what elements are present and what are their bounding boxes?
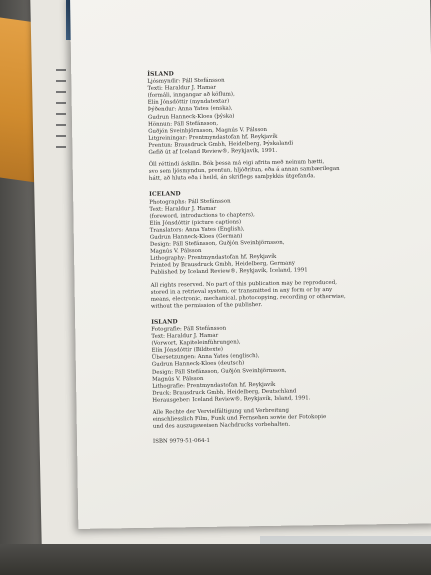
credit-line: (formáli, inngangar að köflum), bbox=[147, 91, 235, 100]
notice-line: Alle Rechte der Vervielfältigung und Verbreitung bbox=[152, 407, 290, 416]
table-surface bbox=[0, 544, 431, 575]
credit-line: (Vorwort, Kapiteleinführungen), bbox=[151, 339, 241, 347]
credit-line: (foreword, introductions to chapters), bbox=[149, 211, 255, 220]
credit-line: Þýðendur: Anna Yates (enska), bbox=[147, 105, 233, 114]
credit-line: Text: Haraldur J. Hamar bbox=[151, 332, 219, 340]
credit-line: Gudrun Hanneck-Kloes (German) bbox=[149, 233, 243, 241]
credit-line: Printed by Brausdruck Gmbh, Heidelberg, Germany bbox=[150, 260, 296, 270]
rights-notice bbox=[151, 278, 401, 310]
credit-line: Herausgeber: Iceland Review®, Reykjavík, Island, 1991. bbox=[152, 395, 311, 404]
credit-line: Gefið út af Iceland Review®, Reykjavík, 1991. bbox=[148, 147, 278, 156]
credit-line: Magnús V. Pálsson bbox=[150, 248, 202, 255]
credit-line: Druck: Brausdruck Gmbh, Heidelberg, Deutschland bbox=[152, 388, 297, 397]
section-english bbox=[149, 187, 401, 310]
section-heading: ICELAND bbox=[149, 190, 181, 199]
notice-line: einschliesslich Film, Funk und Fernsehen sowie der Fotokopie bbox=[152, 414, 327, 423]
book-edge bbox=[260, 536, 431, 544]
credit-line: Text: Haraldur J. Hamar bbox=[149, 205, 217, 213]
notice-line: All rights reserved. No part of this publication may be reproduced, bbox=[150, 279, 338, 289]
credit-line: Translators: Anna Yates (English), bbox=[149, 226, 245, 234]
credit-line: Gudrun Hanneck-Kloes (þýska) bbox=[147, 112, 235, 121]
notice-line: without the permission of the publisher. bbox=[150, 301, 263, 310]
colophon-text bbox=[147, 67, 403, 446]
section-heading: ISLAND bbox=[151, 318, 178, 326]
section-icelandic bbox=[147, 67, 399, 183]
credit-line: Fotografie: Páll Stefánsson bbox=[151, 325, 227, 333]
credit-line: Design: Páll Stefánsson, Guðjón Sveinbjörnsson, bbox=[149, 239, 285, 248]
rights-notice bbox=[149, 158, 399, 183]
notice-line: svo sem ljósmyndun, prentun, hljóðritun, eða á annan sambærilegan bbox=[148, 166, 340, 176]
credit-line: Published by Iceland Review®, Reykjavík, Iceland, 1991 bbox=[150, 267, 308, 277]
credit-line: Litgreiningar: Prentmyndastofan hf, Reykjavík bbox=[148, 133, 278, 142]
notice-line: hátt, að hluta eða í heild, án skriflegs samþykkis útgefanda. bbox=[148, 173, 316, 183]
section-heading: ÍSLAND bbox=[147, 70, 174, 78]
credit-line: Lithography: Prentmyndastofan hf, Reykjavík bbox=[150, 254, 277, 263]
credit-line: Lithografie: Prentmyndastofan hf, Reykjavík bbox=[152, 381, 276, 390]
credit-line: Übersetzungen: Anna Yates (englisch), bbox=[151, 353, 260, 362]
colophon-page bbox=[70, 0, 431, 529]
isbn-number: ISBN 9979-51-064-1 bbox=[153, 438, 210, 446]
credit-line: Elín Jónsdóttir (Bildtexte) bbox=[151, 346, 224, 355]
rights-notice bbox=[153, 406, 403, 431]
credit-line: Ljósmyndir: Páll Stefánsson bbox=[147, 77, 225, 85]
credit-line: Elín Jónsdóttir (picture captions) bbox=[149, 219, 242, 227]
notice-line: Öll réttindi áskilin. Bók þessa má eigi afrita með neinum hætti, bbox=[148, 159, 325, 168]
credit-line: Guðjón Sveinbjörnsson, Magnús V. Pálsson bbox=[148, 126, 268, 135]
credit-line: Texti: Haraldur J. Hamar bbox=[147, 84, 217, 92]
credit-line: Gudrun Hanneck-Kloes (deutsch) bbox=[151, 360, 245, 369]
credit-line: Magnús V. Pálsson bbox=[152, 375, 204, 383]
notice-line: stored in a retrieval system, or transmitted in any form or by any bbox=[150, 286, 333, 296]
credit-line: Photographs: Páll Stefánsson bbox=[149, 198, 231, 206]
credit-line: Elín Jónsdóttir (myndatextar) bbox=[147, 98, 230, 107]
section-german bbox=[151, 315, 403, 431]
credit-line: Prentun: Brausdruck Gmbh, Heidelberg, Þýskalandi bbox=[148, 140, 294, 149]
credit-line: Hönnun: Páll Stefánsson, bbox=[148, 120, 219, 128]
notice-line: means, electronic, mechanical, photocopying, recording or otherwise, bbox=[150, 293, 346, 303]
notice-line: und des auszugsweisen Nachdrucks vorbehalten. bbox=[152, 421, 291, 430]
credit-line: Design: Páll Stefánsson, Guðjón Sveinbjörnsson, bbox=[151, 367, 287, 376]
